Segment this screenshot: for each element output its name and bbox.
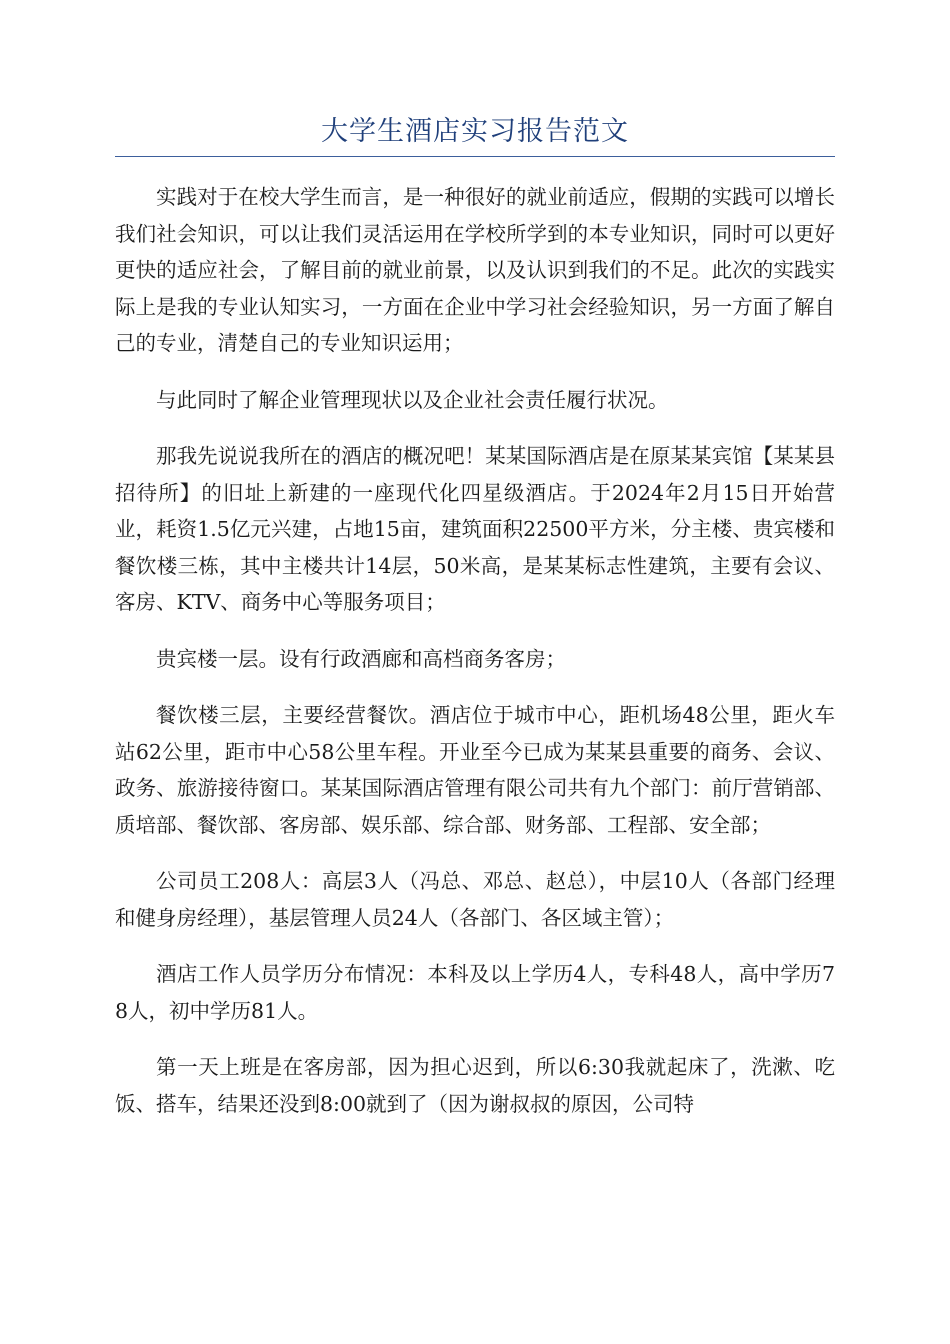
document-body (115, 179, 835, 1122)
paragraph: 那我先说说我所在的酒店的概况吧！某某国际酒店是在原某某宾馆【某某县招待所】的旧址上新建的一座现代化四星级酒店。于2024年2月15日开始营业，耗资1.5亿元兴建，占地15亩，建筑面积22500平方米，分主楼、贵宾楼和餐饮楼三栋，其中主楼共计14层，50米高，是某某标志性建筑，主要有会议、客房、KTV、商务中心等服务项目； (115, 444, 835, 614)
paragraph: 公司员工208人：高层3人（冯总、邓总、赵总），中层10人（各部门经理和健身房经理），基层管理人员24人（各部门、各区域主管）； (115, 869, 835, 930)
paragraph: 与此同时了解企业管理现状以及企业社会责任履行状况。 (156, 387, 669, 412)
paragraph: 实践对于在校大学生而言，是一种很好的就业前适应，假期的实践可以增长我们社会知识，可以让我们灵活运用在学校所学到的本专业知识，同时可以更好更快的适应社会，了解目前的就业前景，以及认识到我们的不足。此次的实践实际上是我的专业认知实习，一方面在企业中学习社会经验知识，另一方面了解自己的专业，清楚自己的专业知识运用； (115, 185, 835, 355)
paragraph: 第一天上班是在客房部，因为担心迟到，所以6:30我就起床了，洗漱、吃饭、搭车，结果还没到8:00就到了（因为谢叔叔的原因，公司特 (115, 1055, 835, 1116)
paragraph: 酒店工作人员学历分布情况：本科及以上学历4人，专科48人，高中学历78人，初中学历81人。 (115, 962, 835, 1023)
paragraph: 贵宾楼一层。设有行政酒廊和高档商务客房； (156, 646, 566, 671)
document-title: 大学生酒店实习报告范文 (115, 112, 835, 157)
paragraph: 餐饮楼三层，主要经营餐饮。酒店位于城市中心，距机场48公里，距火车站62公里，距市中心58公里车程。开业至今已成为某某县重要的商务、会议、政务、旅游接待窗口。某某国际酒店管理有限公司共有九个部门：前厅营销部、质培部、餐饮部、客房部、娱乐部、综合部、财务部、工程部、安全部； (115, 703, 835, 837)
